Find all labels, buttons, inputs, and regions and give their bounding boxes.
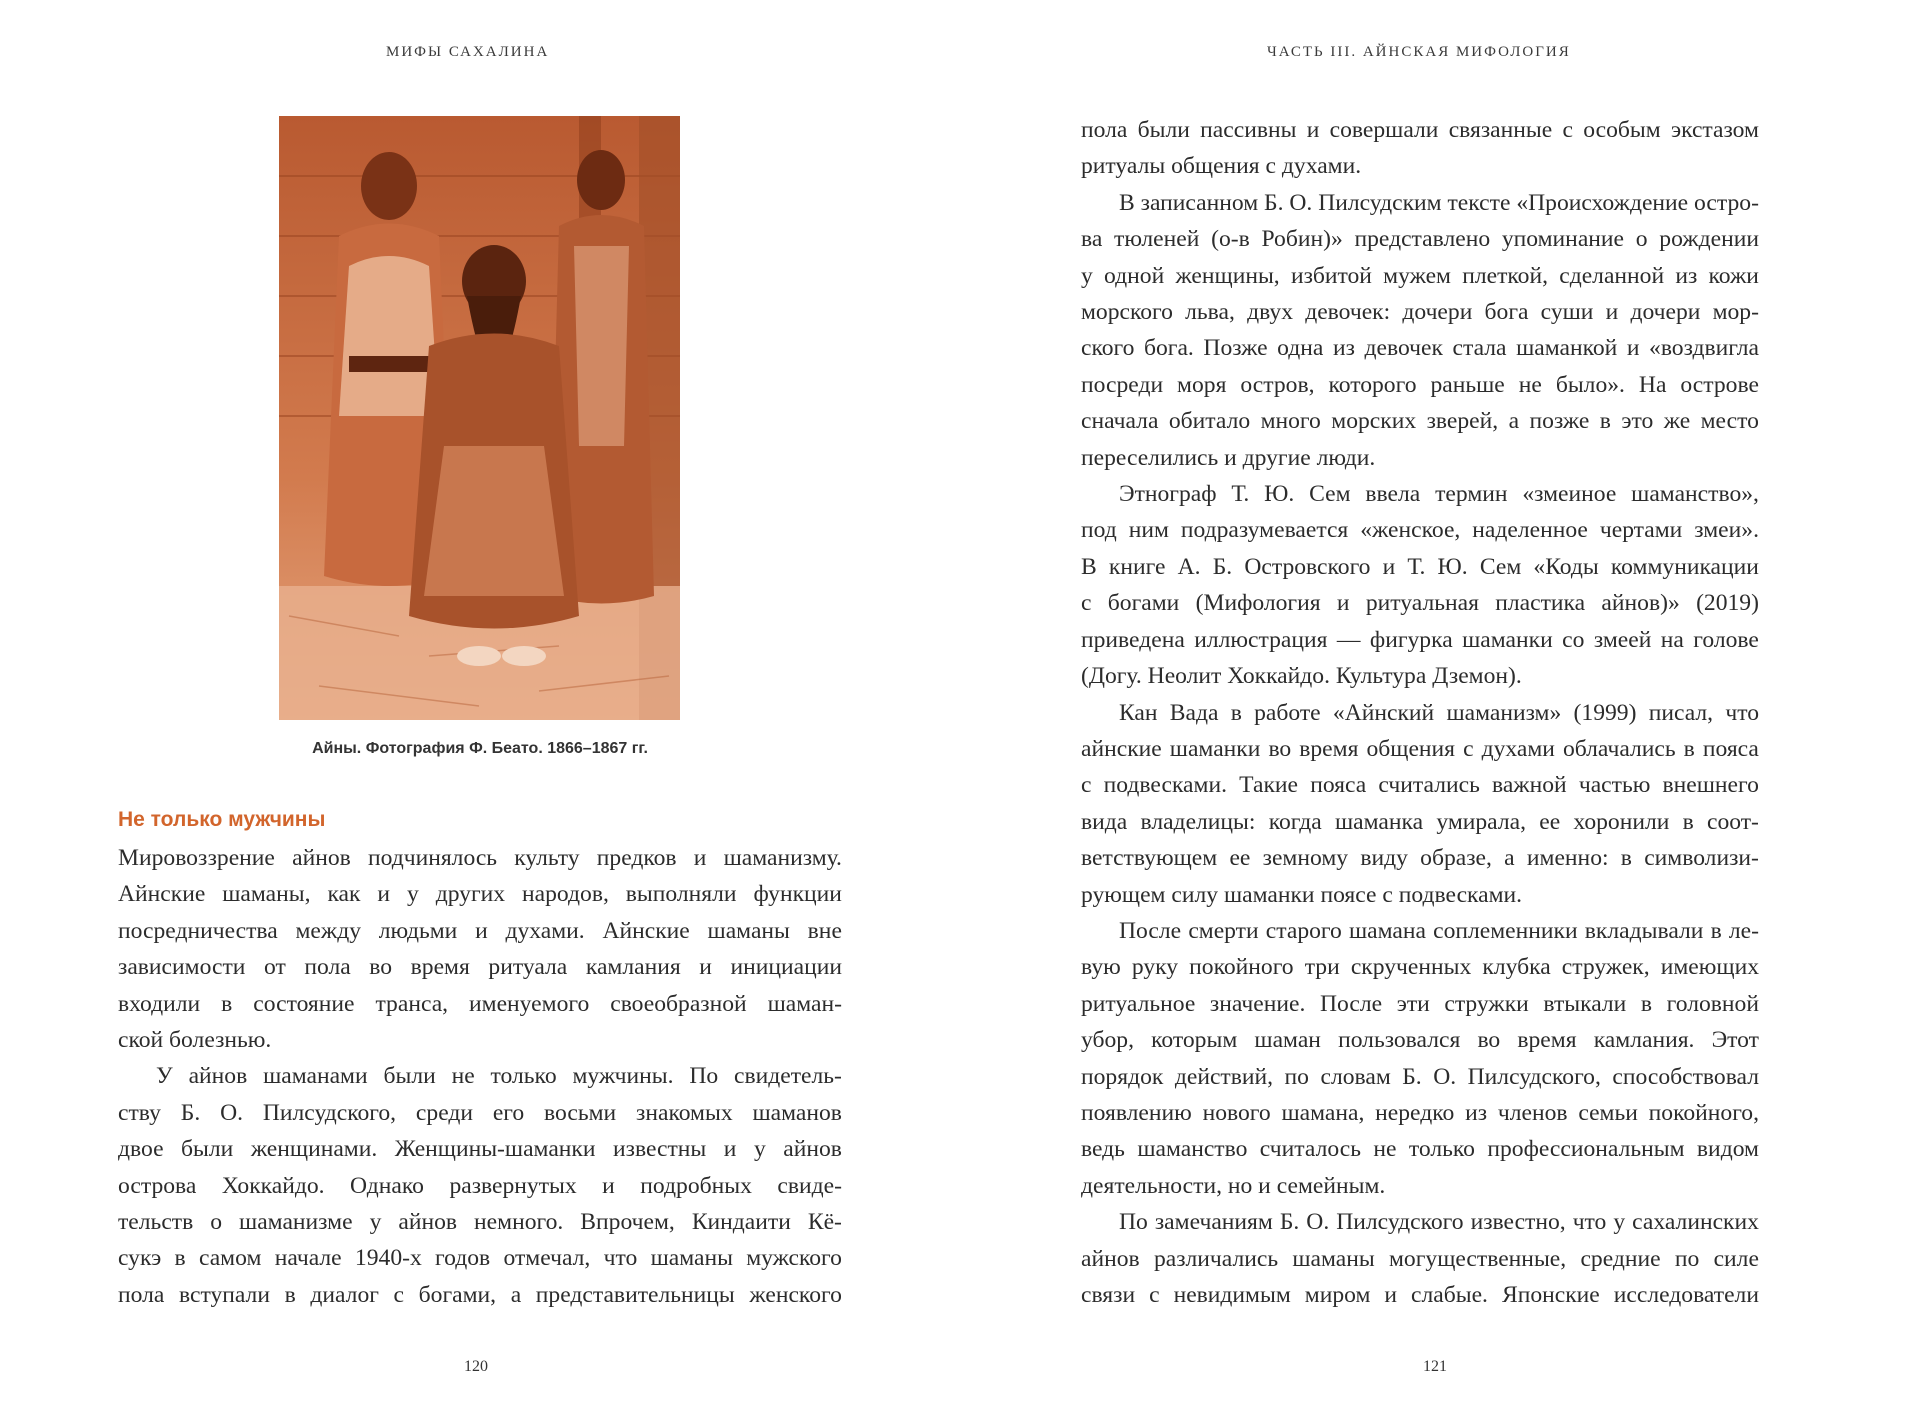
text-line: убор, которым шаман пользовался во время камлания. Этот [1081,1027,1759,1054]
text-line: посредничества между людьми и духами. Айнские шаманы вне [118,917,842,944]
text-line: сначала обитало много морских зверей, а позже в это же место [1081,408,1759,435]
text-line: посреди моря остров, которого раньше не было». На острове [1081,371,1759,398]
text-line: вую руку покойного три скрученных клубка стружек, имеющих [1081,954,1759,981]
text-line: пола вступали в диалог с богами, а представительницы женского [118,1281,842,1308]
text-line: ской болезнью. [118,1027,272,1054]
text-line: рующем силу шаманки поясе с подвесками. [1081,881,1523,908]
text-line: двое были женщинами. Женщины-шаманки известны и у айнов [118,1136,842,1163]
text-line: По замечаниям Б. О. Пилсудского известно, что у сахалинских [1119,1209,1759,1236]
text-line: В книге А. Б. Островского и Т. Ю. Сем «Коды коммуникации [1081,553,1759,580]
text-line: связи с невидимым миром и слабые. Японские исследователи [1081,1282,1759,1308]
right-body-text [1081,112,1759,1313]
text-line: пола были пассивны и совершали связанные с особым экстазом [1081,117,1759,143]
page-number-left: 120 [464,1358,488,1375]
text-line: у одной женщины, избитой мужем плеткой, сделанной из кожи [1081,262,1759,289]
page-number-right: 121 [1423,1358,1447,1375]
left-body-text [118,840,842,1313]
text-line: ритуалы общения с духами. [1081,153,1362,180]
text-line: с подвесками. Такие пояса считались важной частью внешнего [1081,772,1759,799]
text-line: (Догу. Неолит Хоккайдо. Культура Дземон). [1081,663,1522,690]
text-line: ветствующем ее земному виду образе, а именно: в символизи- [1081,845,1759,872]
section-heading: Не только мужчины [118,808,326,831]
text-line: ва тюленей (о-в Робин)» представлено упоминание о рождении [1081,226,1759,253]
text-line: тельств о шаманизме у айнов немного. Впрочем, Киндаити Кё- [118,1209,842,1236]
text-line: Айнские шаманы, как и у других народов, выполняли функции [118,881,842,908]
running-head-right: ЧАСТЬ III. АЙНСКАЯ МИФОЛОГИЯ [1267,44,1571,60]
text-line: Кан Вада в работе «Айнский шаманизм» (1999) писал, что [1119,699,1759,726]
text-line: Мировоззрение айнов подчинялось культу предков и шаманизму. [118,845,842,871]
photo-illustration [279,116,680,720]
text-line: деятельности, но и семейным. [1081,1172,1386,1199]
text-line: с богами (Мифология и ритуальная пластика айнов)» (2019) [1081,590,1759,617]
text-line: В записанном Б. О. Пилсудским тексте «Происхождение остро- [1119,189,1759,216]
text-line: После смерти старого шамана соплеменники вкладывали в ле- [1119,917,1759,944]
running-head-left: МИФЫ САХАЛИНА [386,44,550,60]
text-line: ству Б. О. Пилсудского, среди его восьми знакомых шаманов [118,1099,842,1126]
right-page [953,0,1907,1428]
text-line: входили в состояние транса, именуемого своеобразной шаман- [118,990,842,1017]
text-line: Этнограф Т. Ю. Сем ввела термин «змеиное шаманство», [1119,481,1759,508]
text-line: айнские шаманки во время общения с духами облачались в пояса [1081,735,1759,762]
text-line: появлению нового шамана, нередко из членов семьи покойного, [1081,1099,1759,1126]
text-line: зависимости от пола во время ритуала камлания и инициации [118,954,842,981]
text-line: вида владелицы: когда шаманка умирала, ее хоронили в соот- [1081,808,1759,835]
text-line: острова Хоккайдо. Однако развернутых и подробных свиде- [118,1172,842,1199]
photo-caption: Айны. Фотография Ф. Беато. 1866–1867 гг. [312,740,648,757]
text-line: порядок действий, по словам Б. О. Пилсудского, способствовал [1081,1063,1759,1090]
text-line: У айнов шаманами были не только мужчины. По свидетель- [156,1063,842,1090]
text-line: приведена иллюстрация — фигурка шаманки со змеей на голове [1081,626,1759,653]
left-page [0,0,953,1428]
text-line: под ним подразумевается «женское, наделенное чертами змеи». [1081,517,1759,544]
text-line: переселились и другие люди. [1081,444,1376,471]
ainu-photograph [279,116,680,720]
text-line: ведь шаманство считалось не только профессиональным видом [1081,1136,1759,1163]
text-line: ритуальное значение. После эти стружки втыкали в головной [1081,990,1759,1017]
text-line: айнов различались шаманы могущественные, средние по силе [1081,1245,1759,1272]
text-line: ского бога. Позже одна из девочек стала шаманкой и «воздвигла [1081,335,1759,362]
text-line: сукэ в самом начале 1940-х годов отмечал, что шаманы мужского [118,1245,842,1272]
text-line: морского льва, двух девочек: дочери бога суши и дочери мор- [1081,299,1759,326]
